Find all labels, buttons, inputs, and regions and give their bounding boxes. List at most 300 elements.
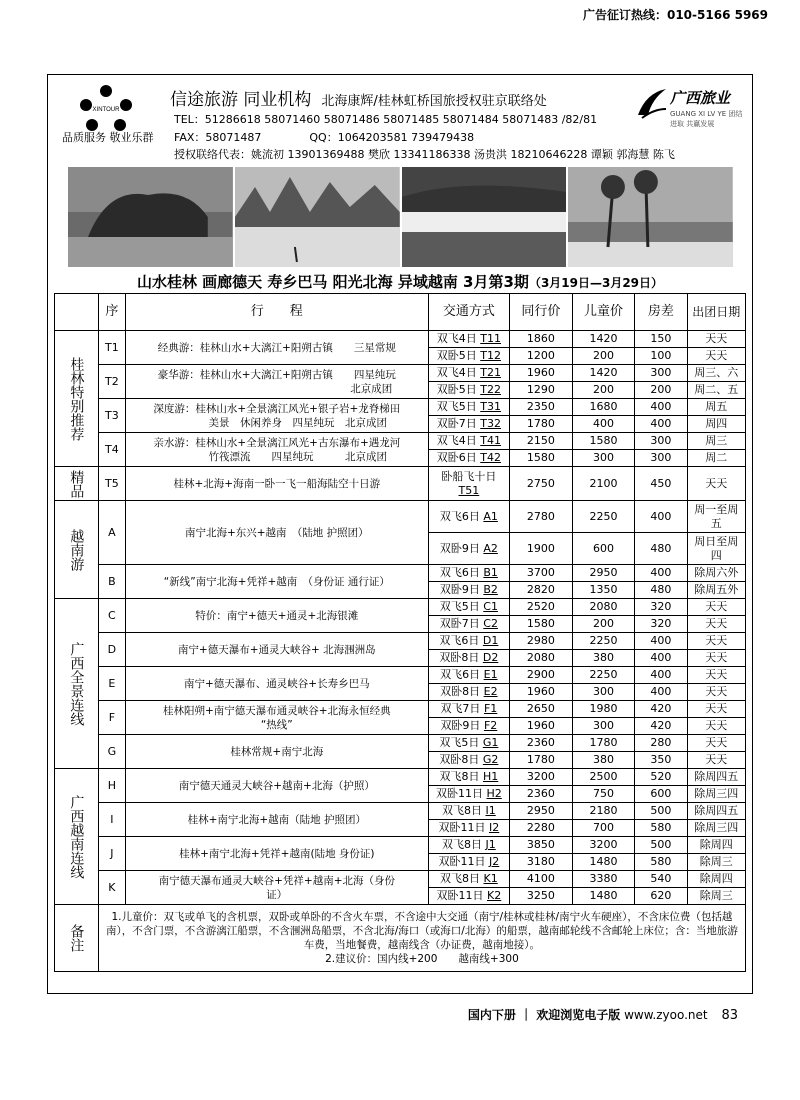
child-price: 200	[572, 348, 635, 365]
route-description: 深度游：桂林山水+全景漓江风光+银子岩+龙脊梯田 美景 休闲养身 四星纯玩 北京成团	[125, 399, 428, 433]
category-cell: 桂林特别推荐	[55, 331, 99, 467]
brand-name: 广西旅业	[670, 89, 731, 107]
transport-cell	[428, 701, 509, 718]
departure-days: 天天	[687, 633, 746, 650]
transport-mode: 双卧7日	[439, 617, 480, 630]
departure-days: 除周三	[687, 854, 746, 871]
departure-days: 天天	[687, 348, 746, 365]
peer-price: 2360	[510, 735, 573, 752]
product-code: T41	[480, 434, 501, 447]
peer-price: 3180	[510, 854, 573, 871]
transport-cell	[428, 633, 509, 650]
room-diff: 300	[635, 433, 687, 450]
peer-price: 1780	[510, 416, 573, 433]
peer-price: 1200	[510, 348, 573, 365]
peer-price: 2750	[510, 467, 573, 501]
child-price: 2250	[572, 501, 635, 533]
departure-days: 除周四	[687, 871, 746, 888]
table-row	[55, 467, 746, 501]
departure-days: 除周四五	[687, 803, 746, 820]
logo-text: XINTOUR	[92, 107, 120, 113]
room-diff: 400	[635, 399, 687, 416]
header-route: 行 程	[125, 294, 428, 331]
transport-cell	[428, 820, 509, 837]
route-code: G	[98, 735, 125, 769]
product-code: T42	[480, 451, 501, 464]
departure-days: 天天	[687, 718, 746, 735]
route-description: 桂林+南宁北海+越南（陆地 护照团）	[125, 803, 428, 837]
room-diff: 580	[635, 820, 687, 837]
transport-mode: 双卧11日	[438, 821, 486, 834]
peer-price: 2950	[510, 803, 573, 820]
product-code: C2	[483, 617, 498, 630]
child-price: 300	[572, 684, 635, 701]
peer-price: 2520	[510, 599, 573, 616]
child-price: 2250	[572, 667, 635, 684]
departure-days: 周三、六	[687, 365, 746, 382]
child-price: 1680	[572, 399, 635, 416]
child-price: 1980	[572, 701, 635, 718]
category-cell: 越南游	[55, 501, 99, 599]
child-price: 200	[572, 382, 635, 399]
transport-mode: 双卧5日	[436, 383, 477, 396]
room-diff: 420	[635, 718, 687, 735]
transport-cell	[428, 565, 509, 582]
transport-mode: 双卧9日	[439, 583, 480, 596]
child-price: 300	[572, 718, 635, 735]
departure-days: 除周四五	[687, 769, 746, 786]
transport-mode: 双卧8日	[439, 753, 480, 766]
route-description: 南宁+德天瀑布、通灵峡谷+长寿乡巴马	[125, 667, 428, 701]
departure-days: 周四	[687, 416, 746, 433]
route-description: 经典游：桂林山水+大漓江+阳朔古镇 三星常规	[125, 331, 428, 365]
product-code: B2	[483, 583, 498, 596]
room-diff: 400	[635, 416, 687, 433]
departure-days: 天天	[687, 650, 746, 667]
room-diff: 420	[635, 701, 687, 718]
route-code: A	[98, 501, 125, 565]
product-code: F1	[483, 702, 498, 715]
product-code: E1	[483, 668, 498, 681]
fax-qq-line	[174, 129, 474, 145]
room-diff: 480	[635, 582, 687, 599]
transport-cell	[428, 501, 509, 533]
departure-days: 周一至周五	[687, 501, 746, 533]
peer-price: 2650	[510, 701, 573, 718]
product-code: H1	[482, 770, 499, 783]
table-row	[55, 633, 746, 650]
room-diff: 480	[635, 533, 687, 565]
room-diff: 300	[635, 450, 687, 467]
footer	[468, 1006, 738, 1023]
departure-days: 除周三四	[687, 820, 746, 837]
product-code: G2	[482, 753, 499, 766]
product-code: T11	[480, 332, 501, 345]
tel-line: TEL：51286618 58071460 58071486 58071485 58071484 58071483 /82/81	[174, 113, 598, 126]
route-description: 桂林+北海+海南一卧一飞一船海陆空十日游	[125, 467, 428, 501]
notes-row	[55, 905, 746, 972]
route-code: D	[98, 633, 125, 667]
transport-cell	[428, 854, 509, 871]
transport-mode: 双卧8日	[439, 651, 480, 664]
photo-li-river	[235, 167, 400, 267]
transport-cell	[428, 533, 509, 565]
route-description: 南宁德天通灵大峡谷+越南+北海（护照）	[125, 769, 428, 803]
peer-price: 1580	[510, 616, 573, 633]
photo-detian-waterfall	[402, 167, 567, 267]
child-price: 380	[572, 650, 635, 667]
peer-price: 4100	[510, 871, 573, 888]
product-code: T21	[480, 366, 501, 379]
transport-cell	[428, 718, 509, 735]
banner-text: 山水桂林 画廊德天 寿乡巴马 阳光北海 异域越南 3月第3期	[136, 273, 529, 291]
child-price: 1480	[572, 888, 635, 905]
transport-cell	[428, 467, 509, 501]
table-row	[55, 871, 746, 888]
product-code: I2	[488, 821, 500, 834]
qq: QQ：1064203581 739479438	[309, 131, 475, 144]
itinerary-table	[54, 293, 746, 972]
table-row	[55, 433, 746, 450]
table-row	[55, 667, 746, 684]
child-price: 3200	[572, 837, 635, 854]
peer-price: 3700	[510, 565, 573, 582]
header-seq: 序	[98, 294, 125, 331]
departure-days: 天天	[687, 752, 746, 769]
departure-days: 除周六外	[687, 565, 746, 582]
peer-price: 2080	[510, 650, 573, 667]
transport-mode: 双飞7日	[440, 702, 481, 715]
route-code: T3	[98, 399, 125, 433]
transport-cell	[428, 650, 509, 667]
header-price: 同行价	[510, 294, 573, 331]
table-row	[55, 599, 746, 616]
wave-icon	[636, 85, 668, 121]
category-cell-notes: 备注	[55, 905, 99, 972]
child-price: 2500	[572, 769, 635, 786]
route-code: H	[98, 769, 125, 803]
peer-price: 2900	[510, 667, 573, 684]
peer-price: 3200	[510, 769, 573, 786]
departure-days: 天天	[687, 684, 746, 701]
transport-cell	[428, 382, 509, 399]
transport-cell	[428, 399, 509, 416]
product-code: C1	[483, 600, 498, 613]
header-departure: 出团日期	[687, 294, 746, 331]
ad-hotline: 广告征订热线：010-5166 5969	[582, 8, 768, 22]
transport-cell	[428, 331, 509, 348]
transport-cell	[428, 348, 509, 365]
notes-text: 1.儿童价：双飞或单飞的含机票，双卧或单卧的不含火车票，不含途中大交通（南宁/桂林或桂林/南宁火车硬座），不含床位费（包括越南），不含门票，不含游漓江船票，不含涠洲岛船票，不含北海/海口（或海口/北海）的船票，越南邮轮线不含邮轮上床位；含：当地旅游车费，当地餐费，越南线含（办证费，越南地接）。 2.建议价：国内线+200 越南线+300	[98, 905, 745, 972]
transport-mode: 卧船飞十日	[441, 469, 497, 483]
product-code: T31	[480, 400, 501, 413]
route-description: 特价：南宁+德天+通灵+北海银滩	[125, 599, 428, 633]
child-price: 1480	[572, 854, 635, 871]
transport-cell	[428, 416, 509, 433]
category-cell: 广西越南连线	[55, 769, 99, 905]
product-code: T12	[480, 349, 501, 362]
room-diff: 450	[635, 467, 687, 501]
peer-price: 1960	[510, 365, 573, 382]
product-code: A2	[483, 541, 498, 555]
table-row	[55, 735, 746, 752]
peer-price: 3850	[510, 837, 573, 854]
route-description: 桂林常规+南宁北海	[125, 735, 428, 769]
departure-days: 天天	[687, 467, 746, 501]
table-row	[55, 803, 746, 820]
product-code: G1	[482, 736, 499, 749]
peer-price: 1960	[510, 684, 573, 701]
header-child-price: 儿童价	[572, 294, 635, 331]
product-code: T51	[458, 483, 480, 497]
peer-price: 2350	[510, 399, 573, 416]
product-code: D1	[482, 634, 499, 647]
company-name	[170, 85, 547, 110]
child-price: 750	[572, 786, 635, 803]
transport-cell	[428, 667, 509, 684]
departure-days: 周日至周四	[687, 533, 746, 565]
product-code: B1	[483, 566, 498, 579]
child-price: 2100	[572, 467, 635, 501]
room-diff: 520	[635, 769, 687, 786]
departure-days: 天天	[687, 599, 746, 616]
header-room-diff: 房差	[635, 294, 687, 331]
transport-mode: 双卧9日	[440, 719, 481, 732]
product-code: J2	[488, 855, 500, 868]
transport-cell	[428, 599, 509, 616]
child-price: 1420	[572, 365, 635, 382]
departure-days: 天天	[687, 735, 746, 752]
transport-cell	[428, 433, 509, 450]
table-header-row	[55, 294, 746, 331]
route-code: B	[98, 565, 125, 599]
route-code: T4	[98, 433, 125, 467]
fax: FAX：58071487	[174, 131, 262, 144]
transport-mode: 双卧11日	[436, 889, 484, 902]
footer-url: www.zyoo.net	[624, 1008, 708, 1022]
room-diff: 600	[635, 786, 687, 803]
product-code: J1	[485, 838, 496, 851]
departure-days: 除周三四	[687, 786, 746, 803]
transport-mode: 双飞6日	[439, 634, 480, 647]
child-price: 2950	[572, 565, 635, 582]
room-diff: 400	[635, 684, 687, 701]
departure-days: 天天	[687, 331, 746, 348]
route-description: 桂林阳朔+南宁德天瀑布通灵峡谷+北海永恒经典 “热线”	[125, 701, 428, 735]
product-code: H2	[486, 787, 502, 800]
route-code: T5	[98, 467, 125, 501]
departure-days: 天天	[687, 667, 746, 684]
category-cell: 广西全景连线	[55, 599, 99, 769]
transport-mode: 双卧5日	[436, 349, 477, 362]
table-row	[55, 565, 746, 582]
product-code: F2	[483, 719, 498, 732]
transport-cell	[428, 803, 509, 820]
transport-mode: 双飞4日	[436, 366, 477, 379]
transport-mode: 双飞4日	[436, 434, 477, 447]
route-description: 亲水游：桂林山水+全景漓江风光+古东瀑布+遇龙河 竹筏漂流 四星纯玩 北京成团	[125, 433, 428, 467]
peer-price: 2360	[510, 786, 573, 803]
photo-elephant-hill	[68, 167, 233, 267]
child-price: 1580	[572, 433, 635, 450]
room-diff: 540	[635, 871, 687, 888]
peer-price: 2780	[510, 501, 573, 533]
table-row	[55, 769, 746, 786]
product-code: T22	[480, 383, 501, 396]
room-diff: 280	[635, 735, 687, 752]
company-subtitle: 北海康辉/桂林虹桥国旅授权驻京联络处	[321, 94, 547, 109]
room-diff: 400	[635, 501, 687, 533]
child-price: 3380	[572, 871, 635, 888]
transport-cell	[428, 888, 509, 905]
table-row	[55, 701, 746, 718]
transport-mode: 双飞6日	[440, 668, 481, 681]
xintour-logo	[78, 83, 134, 133]
category-cell: 精品	[55, 467, 99, 501]
table-body	[55, 331, 746, 972]
route-code: C	[98, 599, 125, 633]
room-diff: 320	[635, 599, 687, 616]
departure-days: 除周四	[687, 837, 746, 854]
banner-title	[48, 271, 752, 292]
route-code: T2	[98, 365, 125, 399]
peer-price: 2280	[510, 820, 573, 837]
departure-days: 除周三	[687, 888, 746, 905]
transport-cell	[428, 365, 509, 382]
room-diff: 620	[635, 888, 687, 905]
route-code: F	[98, 701, 125, 735]
room-diff: 400	[635, 633, 687, 650]
product-code: T32	[480, 417, 501, 430]
product-code: K1	[483, 872, 498, 885]
room-diff: 350	[635, 752, 687, 769]
header-transport: 交通方式	[428, 294, 509, 331]
room-diff: 300	[635, 365, 687, 382]
table-row	[55, 331, 746, 348]
peer-price: 1960	[510, 718, 573, 735]
product-code: E2	[483, 685, 498, 698]
transport-mode: 双卧9日	[439, 541, 480, 555]
child-price: 600	[572, 533, 635, 565]
guangxi-brand-logo	[636, 85, 746, 128]
child-price: 1780	[572, 735, 635, 752]
transport-mode: 双飞8日	[441, 804, 482, 817]
scenery-photos	[68, 167, 733, 267]
transport-mode: 双飞5日	[436, 400, 477, 413]
route-code: I	[98, 803, 125, 837]
header-blank	[55, 294, 99, 331]
transport-cell	[428, 871, 509, 888]
room-diff: 150	[635, 331, 687, 348]
room-diff: 400	[635, 565, 687, 582]
route-code: E	[98, 667, 125, 701]
transport-mode: 双卧7日	[436, 417, 477, 430]
peer-price: 1580	[510, 450, 573, 467]
child-price: 700	[572, 820, 635, 837]
room-diff: 200	[635, 382, 687, 399]
product-code: I1	[485, 804, 496, 817]
table-row	[55, 365, 746, 382]
transport-cell	[428, 769, 509, 786]
peer-price: 2820	[510, 582, 573, 599]
product-code: D2	[482, 651, 499, 664]
slogan: 品质服务 敬业乐群	[62, 131, 154, 144]
transport-mode: 双飞5日	[439, 736, 480, 749]
transport-mode: 双卧11日	[435, 787, 483, 800]
transport-cell	[428, 786, 509, 803]
room-diff: 500	[635, 803, 687, 820]
peer-price: 2980	[510, 633, 573, 650]
transport-mode: 双卧8日	[440, 685, 481, 698]
transport-mode: 双卧11日	[438, 855, 486, 868]
room-diff: 100	[635, 348, 687, 365]
transport-mode: 双飞8日	[441, 838, 482, 851]
peer-price: 3250	[510, 888, 573, 905]
route-description: 南宁德天瀑布通灵大峡谷+凭祥+越南+北海（身份 证）	[125, 871, 428, 905]
route-description: 豪华游：桂林山水+大漓江+阳朔古镇 四星纯玩 北京成团	[125, 365, 428, 399]
route-code: J	[98, 837, 125, 871]
route-code: K	[98, 871, 125, 905]
product-code: A1	[483, 509, 498, 523]
route-description: 南宁+德天瀑布+通灵大峡谷+ 北海涠洲岛	[125, 633, 428, 667]
departure-days: 天天	[687, 616, 746, 633]
representatives: 授权联络代表：姚流初 13901369488 樊欣 13341186338 汤贵洪 18210646228 谭颖 郭海慧 陈飞	[174, 148, 675, 161]
departure-days: 除周五外	[687, 582, 746, 599]
transport-cell	[428, 582, 509, 599]
table-row	[55, 501, 746, 533]
transport-cell	[428, 616, 509, 633]
transport-mode: 双卧6日	[436, 451, 477, 464]
transport-cell	[428, 752, 509, 769]
transport-mode: 双飞6日	[439, 566, 480, 579]
child-price: 380	[572, 752, 635, 769]
route-description: “新线”南宁北海+凭祥+越南 （身份证 通行证）	[125, 565, 428, 599]
child-price: 2080	[572, 599, 635, 616]
child-price: 2250	[572, 633, 635, 650]
transport-cell	[428, 450, 509, 467]
banner-period: （3月19日—3月29日）	[528, 276, 664, 290]
transport-mode: 双飞8日	[440, 872, 480, 885]
child-price: 2180	[572, 803, 635, 820]
transport-mode: 双飞4日	[436, 332, 477, 345]
child-price: 1350	[572, 582, 635, 599]
room-diff: 580	[635, 854, 687, 871]
transport-cell	[428, 735, 509, 752]
transport-cell	[428, 684, 509, 701]
route-description: 桂林+南宁北海+凭祥+越南(陆地 身份证)	[125, 837, 428, 871]
footer-text: 国内下册 ｜ 欢迎浏览电子版	[467, 1008, 621, 1022]
photo-beihai-beach	[568, 167, 733, 267]
peer-price: 2150	[510, 433, 573, 450]
brand-tagline: GUANG XI LV YE 团结进取 共赢发展	[670, 110, 743, 128]
transport-mode: 双飞5日	[439, 600, 480, 613]
room-diff: 400	[635, 667, 687, 684]
table-row	[55, 399, 746, 416]
departure-days: 天天	[687, 701, 746, 718]
product-code: K2	[487, 889, 502, 902]
peer-price: 1860	[510, 331, 573, 348]
room-diff: 320	[635, 616, 687, 633]
transport-cell	[428, 837, 509, 854]
departure-days: 周二	[687, 450, 746, 467]
transport-mode: 双飞8日	[439, 770, 480, 783]
child-price: 400	[572, 416, 635, 433]
route-description: 南宁北海+东兴+越南 （陆地 护照团）	[125, 501, 428, 565]
ad-frame	[47, 74, 753, 994]
header	[48, 75, 752, 165]
transport-mode: 双飞6日	[439, 509, 480, 523]
child-price: 200	[572, 616, 635, 633]
